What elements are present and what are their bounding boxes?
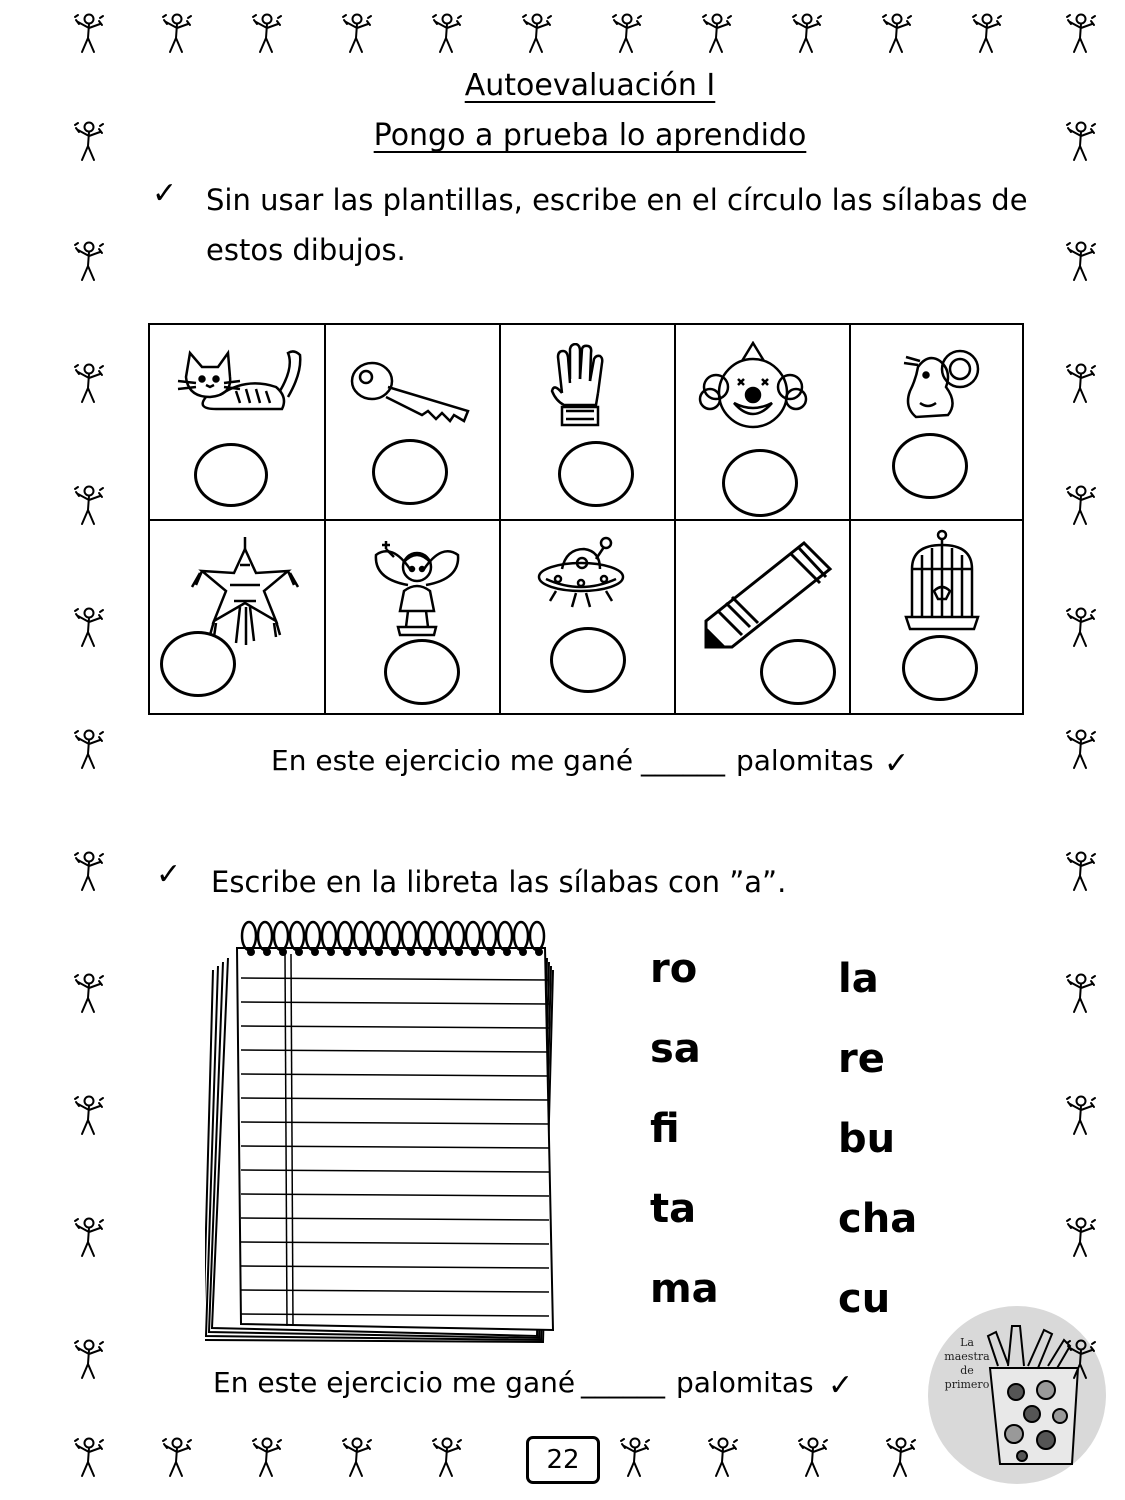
score-suffix: palomitas	[676, 1366, 814, 1399]
score-label: En este ejercicio me gané	[271, 744, 634, 777]
stick-figure-icon	[1064, 12, 1098, 56]
instruction-1-line-2: estos dibujos.	[206, 233, 406, 267]
stick-figure-icon	[72, 728, 106, 772]
answer-circle[interactable]	[558, 441, 634, 507]
clown-icon	[698, 341, 808, 441]
stick-figure-icon	[700, 12, 734, 56]
stick-figure-icon	[72, 240, 106, 284]
ufo-icon	[536, 535, 626, 617]
score-suffix: palomitas	[736, 744, 874, 777]
stick-figure-icon	[160, 1436, 194, 1480]
check-mark-icon: ✓	[884, 746, 910, 781]
stick-figure-icon	[618, 1436, 652, 1480]
syllable-ta: ta	[650, 1186, 697, 1232]
stick-figure-icon	[72, 1338, 106, 1382]
answer-circle[interactable]	[892, 433, 968, 499]
answer-circle[interactable]	[384, 639, 460, 705]
stick-figure-icon	[72, 606, 106, 650]
stick-figure-icon	[72, 362, 106, 406]
stick-figure-icon	[250, 12, 284, 56]
page-number: 22	[526, 1436, 600, 1484]
stick-figure-icon	[520, 12, 554, 56]
check-mark-icon: ✓	[828, 1368, 854, 1403]
stick-figure-icon	[1064, 606, 1098, 650]
check-mark-icon: ✓	[156, 857, 182, 892]
stick-figure-icon	[884, 1436, 918, 1480]
stick-figure-icon	[1064, 850, 1098, 894]
answer-circle[interactable]	[372, 439, 448, 505]
stick-figure-icon	[706, 1436, 740, 1480]
cat-icon	[176, 347, 306, 421]
instruction-2: Escribe en la libreta las sílabas con ”a”.	[211, 865, 787, 899]
syllable-fi: fi	[650, 1106, 680, 1152]
stick-figure-icon	[250, 1436, 284, 1480]
syllable-ro: ro	[650, 946, 698, 992]
stick-figure-icon	[340, 1436, 374, 1480]
answer-circle[interactable]	[760, 639, 836, 705]
pencil-icon	[702, 539, 834, 655]
syllable-cu: cu	[838, 1276, 891, 1322]
syllable-re: re	[838, 1036, 885, 1082]
answer-circle[interactable]	[722, 449, 798, 517]
stick-figure-icon	[1064, 728, 1098, 772]
stick-figure-icon	[72, 850, 106, 894]
stick-figure-icon	[1064, 1216, 1098, 1260]
stick-figure-icon	[1064, 972, 1098, 1016]
stick-figure-icon	[72, 1216, 106, 1260]
mouse-icon	[898, 347, 988, 429]
logo	[928, 1306, 1106, 1484]
answer-circle[interactable]	[550, 627, 626, 693]
stick-figure-icon	[72, 484, 106, 528]
stick-figure-icon	[430, 12, 464, 56]
birdcage-icon	[902, 529, 982, 637]
syllable-la: la	[838, 956, 879, 1002]
answer-circle[interactable]	[160, 631, 236, 697]
score-label: En este ejercicio me gané	[213, 1366, 576, 1399]
stick-figure-icon	[1064, 362, 1098, 406]
stick-figure-icon	[340, 12, 374, 56]
stick-figure-icon	[72, 972, 106, 1016]
stick-figure-icon	[72, 12, 106, 56]
stick-figure-icon	[1064, 240, 1098, 284]
stick-figure-icon	[160, 12, 194, 56]
notebook-drawing[interactable]	[205, 914, 580, 1354]
syllable-cha: cha	[838, 1196, 918, 1242]
syllable-sa: sa	[650, 1026, 701, 1072]
stick-figure-icon	[796, 1436, 830, 1480]
stick-figure-icon	[880, 12, 914, 56]
stick-figure-icon	[970, 12, 1004, 56]
stick-figure-icon	[72, 1094, 106, 1138]
picture-grid	[148, 323, 1024, 715]
stick-figure-icon	[610, 12, 644, 56]
hand-icon	[550, 343, 610, 437]
answer-circle[interactable]	[194, 443, 268, 507]
stick-figure-icon	[790, 12, 824, 56]
stick-figure-icon	[72, 1436, 106, 1480]
score-blank[interactable]: ______	[581, 1366, 665, 1399]
stick-figure-icon	[1064, 1338, 1098, 1382]
stick-figure-icon	[72, 120, 106, 164]
syllable-bu: bu	[838, 1116, 896, 1162]
logo-text: La maestra de primero	[944, 1336, 990, 1391]
key-icon	[350, 355, 475, 429]
answer-circle[interactable]	[902, 635, 978, 701]
stick-figure-icon	[1064, 120, 1098, 164]
score-blank[interactable]: ______	[641, 744, 725, 777]
stick-figure-icon	[1064, 484, 1098, 528]
instruction-1-line-1: Sin usar las plantillas, escribe en el círculo las sílabas de	[206, 183, 1028, 217]
check-mark-icon: ✓	[152, 176, 178, 211]
stick-figure-icon	[1064, 1094, 1098, 1138]
page-title: Autoevaluación I	[464, 68, 716, 103]
stick-figure-icon	[430, 1436, 464, 1480]
fairy-icon	[372, 539, 462, 643]
page-subtitle: Pongo a prueba lo aprendido	[373, 118, 807, 153]
syllable-ma: ma	[650, 1266, 719, 1312]
